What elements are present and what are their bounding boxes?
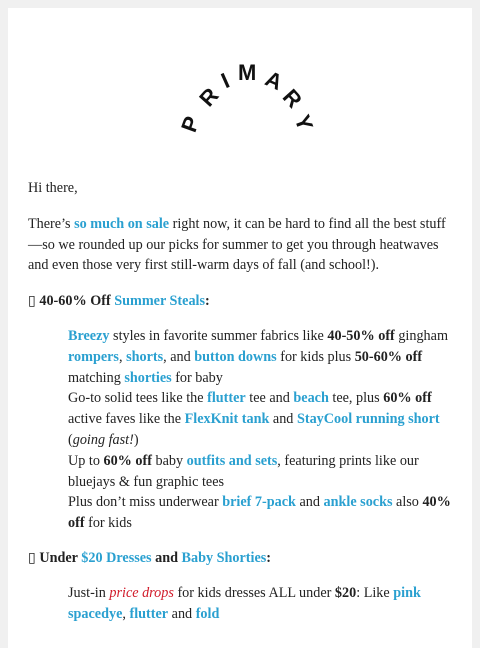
logo-letter: M (238, 60, 257, 85)
beach-link[interactable]: beach (293, 390, 329, 407)
email-card (8, 8, 472, 648)
heading-text: : (266, 549, 272, 566)
item-text: gingham (394, 327, 448, 344)
item-text: , featuring prints like our bluejays & fun graphic tees (68, 452, 419, 490)
email-body (28, 178, 452, 638)
ankle-socks-link[interactable]: ankle socks (323, 494, 393, 511)
item-text: Go-to solid tees like the (68, 390, 208, 407)
item-text: ) (133, 431, 139, 448)
red-text: price drops (109, 584, 174, 601)
item-text: matching (68, 369, 125, 386)
item-text: for kids dresses ALL under (173, 584, 335, 601)
pink-spacedye-link[interactable]: pink spacedye (68, 584, 421, 622)
item-text: tee, plus (328, 390, 384, 407)
intro-paragraph (28, 214, 452, 276)
brief-7-pack-link[interactable]: brief 7-pack (222, 494, 296, 511)
list-item (68, 583, 452, 625)
item-text: ( (68, 431, 73, 448)
item-text: , (118, 348, 127, 365)
fold-link[interactable]: fold (195, 605, 220, 622)
item-text: , and (163, 348, 195, 365)
item-text: baby (151, 452, 187, 469)
intro-text: There’s (28, 215, 75, 232)
bold-text: $20 (334, 584, 357, 601)
item-text: Plus don’t miss underwear (68, 494, 223, 511)
logo-letter: Y (289, 111, 319, 134)
list-item (68, 388, 452, 450)
item-text: for kids plus (276, 348, 355, 365)
item-text: also (392, 494, 423, 511)
rompers-link[interactable]: rompers (68, 348, 119, 365)
shorts-link[interactable]: shorts (126, 348, 164, 365)
under-20-list (28, 583, 452, 625)
heading-text: 40-60% Off (35, 293, 115, 310)
heading-text: : (205, 293, 210, 310)
logo-letter: A (261, 65, 287, 95)
shorties-link[interactable]: shorties (124, 369, 172, 386)
logo-letter: R (277, 84, 308, 113)
item-text: Up to (68, 452, 104, 469)
so-much-on-sale-link[interactable]: so much on sale (74, 215, 170, 232)
breezy-link[interactable]: Breezy (68, 327, 110, 344)
list-item (68, 492, 452, 534)
logo-letter: I (217, 67, 234, 94)
greeting: Hi there, (28, 180, 78, 196)
outfits-and-sets-link[interactable]: outfits and sets (186, 452, 278, 469)
bold-text: 50-60% off (354, 348, 423, 365)
intro-text: right now, it can be hard to find all the best stuff—so we rounded up our picks for summer to get you through heatwaves and even those very first still-warm days of fall (and school!). (28, 215, 446, 274)
section-heading-under-20 (28, 548, 452, 569)
flexknit-tank-link[interactable]: FlexKnit tank (184, 411, 270, 428)
primary-logo[interactable] (172, 56, 324, 148)
emoji-box-icon: ▯ (28, 293, 36, 310)
button-downs-link[interactable]: button downs (194, 348, 277, 365)
logo-letter: R (194, 82, 224, 112)
item-text: : Like (356, 584, 394, 601)
item-text: and (168, 605, 196, 622)
emoji-box-icon: ▯ (28, 549, 36, 566)
italic-text: going fast! (72, 431, 134, 448)
summer-steals-list (28, 326, 452, 534)
item-text: for kids (84, 515, 132, 532)
bold-text: 60% off (383, 390, 432, 407)
bold-text: 40% off (68, 494, 451, 532)
list-item (68, 326, 452, 388)
staycool-running-short-link[interactable]: StayCool running short (296, 411, 440, 428)
item-text: and (295, 494, 324, 511)
summer-steals-link[interactable]: Summer Steals (114, 293, 206, 310)
item-text: and (269, 411, 297, 428)
item-text: tee and (245, 390, 294, 407)
logo-letter: P (176, 112, 205, 136)
item-text: styles in favorite summer fabrics like (109, 327, 328, 344)
item-text: for baby (171, 369, 223, 386)
heading-text: and (151, 549, 182, 566)
heading-text: Under (35, 549, 82, 566)
flutter-link[interactable]: flutter (129, 605, 169, 622)
baby-shorties-link[interactable]: Baby Shorties (181, 549, 267, 566)
flutter-link[interactable]: flutter (207, 390, 246, 407)
section-heading-summer-steals (28, 291, 452, 312)
bold-text: 40-50% off (327, 327, 395, 344)
item-text: , (122, 605, 130, 622)
list-item (68, 451, 452, 493)
20-dresses-link[interactable]: $20 Dresses (81, 549, 152, 566)
item-text: Just-in (68, 584, 110, 601)
bold-text: 60% off (103, 452, 152, 469)
item-text: active faves like the (68, 411, 185, 428)
